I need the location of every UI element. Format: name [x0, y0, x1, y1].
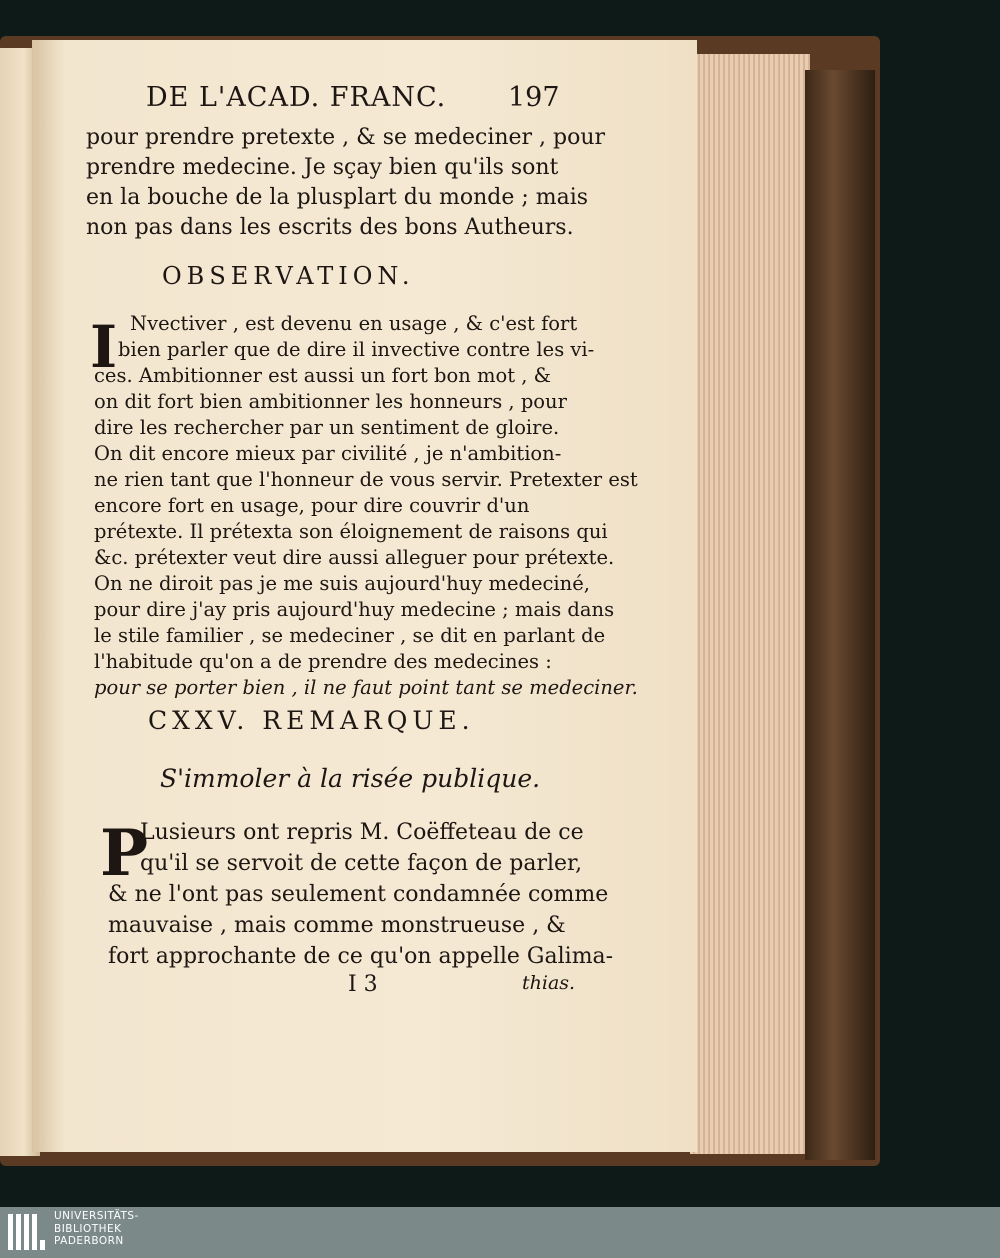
cover-spine-edge — [805, 70, 875, 1160]
observation-heading: OBSERVATION. — [162, 262, 415, 290]
drop-cap: I — [90, 313, 118, 381]
text-line: pour dire j'ay pris aujourd'huy medecine ; mais dans — [94, 598, 615, 621]
signature-mark: I 3 — [348, 972, 378, 997]
text-line: Lusieurs ont repris M. Coëffeteau de ce — [140, 820, 584, 845]
page-number: 197 — [508, 82, 560, 113]
drop-cap: P — [100, 816, 149, 891]
running-head: DE L'ACAD. FRANC. — [146, 82, 447, 113]
text-line: prétexte. Il prétexta son éloignement de raisons qui — [94, 520, 608, 543]
page-fore-edge — [690, 54, 810, 1154]
text-line: Nvectiver , est devenu en usage , & c'est fort — [130, 312, 578, 335]
text-line: On ne diroit pas je me suis aujourd'huy medeciné, — [94, 572, 590, 595]
text-line: &c. prétexter veut dire aussi alleguer pour prétexte. — [94, 546, 615, 569]
remarque-heading: CXXV. REMARQUE. — [148, 706, 475, 735]
text-line: dire les rechercher par un sentiment de gloire. — [94, 416, 560, 439]
remarque-title: S'immoler à la risée publique. — [160, 764, 541, 793]
text-line: fort approchante de ce qu'on appelle Galima- — [108, 944, 614, 969]
footer-bar — [0, 1207, 1000, 1258]
text-line: ne rien tant que l'honneur de vous servir. Pretexter est — [94, 468, 638, 491]
logo-line: BIBLIOTHEK — [54, 1222, 122, 1235]
logo-line: PADERBORN — [54, 1235, 124, 1247]
text-line: & ne l'ont pas seulement condamnée comme — [108, 882, 609, 907]
text-line: on dit fort bien ambitionner les honneurs , pour — [94, 390, 567, 413]
text-line: qu'il se servoit de cette façon de parler, — [140, 851, 583, 876]
text-line: l'habitude qu'on a de prendre des medecines : — [94, 650, 552, 673]
catchword: thias. — [522, 972, 576, 994]
text-line: mauvaise , mais comme monstrueuse , & — [108, 913, 566, 938]
text-line: en la bouche de la plusplart du monde ; mais — [86, 185, 589, 210]
text-line: non pas dans les escrits des bons Autheurs. — [86, 215, 574, 240]
text-line: encore fort en usage, pour dire couvrir d'un — [94, 494, 530, 517]
library-logo-text — [54, 1210, 139, 1248]
text-line: On dit encore mieux par civilité , je n'ambition- — [94, 442, 562, 465]
library-logo-icon — [4, 1210, 48, 1254]
text-line: ces. Ambitionner est aussi un fort bon mot , & — [94, 364, 551, 387]
text-line: le stile familier , se medeciner , se dit en parlant de — [94, 624, 606, 647]
text-line: bien parler que de dire il invective contre les vi- — [118, 338, 595, 361]
text-line: pour se porter bien , il ne faut point tant se medeciner. — [94, 676, 638, 699]
logo-line: UNIVERSITÄTS- — [54, 1210, 139, 1222]
text-line: prendre medecine. Je sçay bien qu'ils sont — [86, 155, 559, 180]
text-line: pour prendre pretexte , & se medeciner , pour — [86, 125, 606, 150]
